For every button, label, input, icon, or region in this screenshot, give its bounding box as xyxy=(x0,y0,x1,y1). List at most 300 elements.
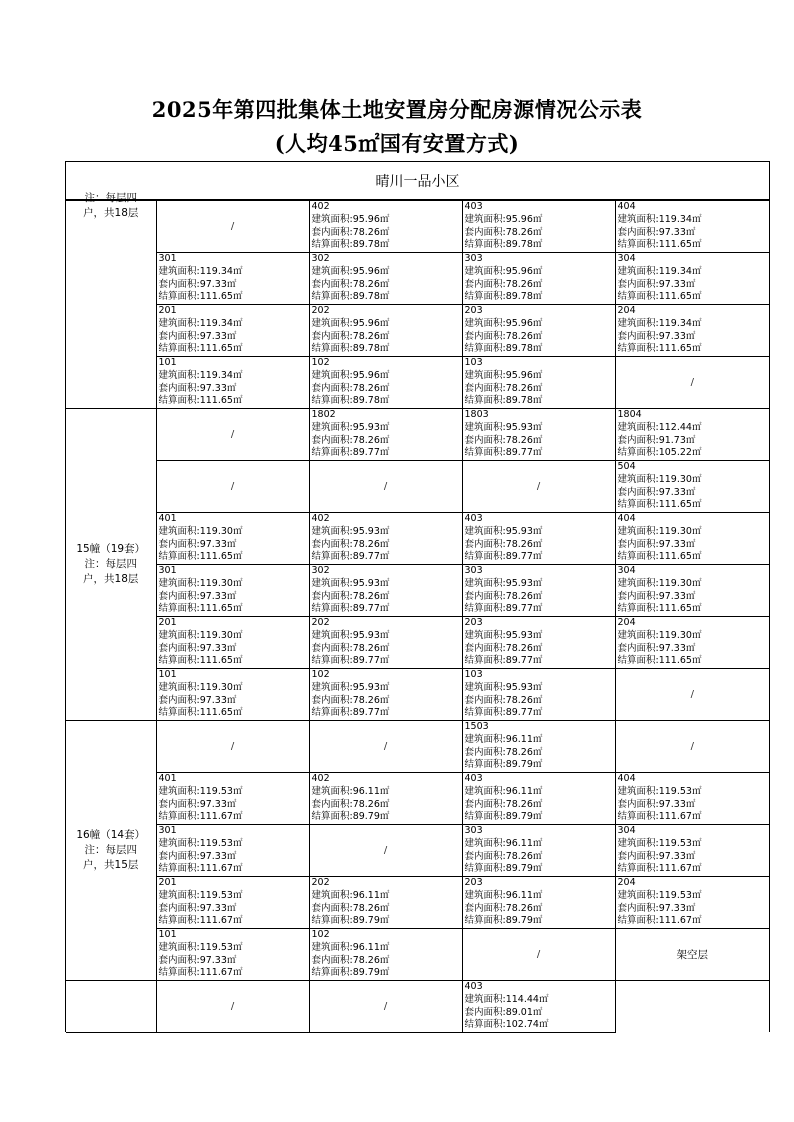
table-row xyxy=(66,721,769,773)
settlement-area: 结算面积:111.65㎡ xyxy=(617,239,702,251)
unit-number: 402 xyxy=(311,201,330,212)
inner-area: 套内面积:78.26㎡ xyxy=(311,954,390,966)
inner-area: 套内面积:97.33㎡ xyxy=(617,850,696,862)
unit-cell-empty xyxy=(462,929,615,981)
table-row xyxy=(66,513,769,565)
inner-area: 套内面积:78.26㎡ xyxy=(311,798,390,810)
inner-area: 套内面积:97.33㎡ xyxy=(617,642,696,654)
building-area: 建筑面积:95.93㎡ xyxy=(464,681,543,693)
unit-cell xyxy=(156,669,309,721)
unit-number: 401 xyxy=(158,513,177,524)
building-area: 建筑面积:119.34㎡ xyxy=(158,265,243,277)
unit-number: 202 xyxy=(311,305,330,316)
building-area: 建筑面积:119.34㎡ xyxy=(158,369,243,381)
settlement-area: 结算面积:105.22㎡ xyxy=(617,447,702,459)
unit-cell-empty xyxy=(156,721,309,773)
building-area: 建筑面积:95.96㎡ xyxy=(311,317,390,329)
building-area: 建筑面积:119.30㎡ xyxy=(617,473,702,485)
unit-number: 204 xyxy=(617,305,636,316)
building-area: 建筑面积:95.93㎡ xyxy=(464,525,543,537)
building-area: 建筑面积:119.34㎡ xyxy=(617,213,702,225)
inner-area: 套内面积:78.26㎡ xyxy=(464,642,543,654)
inner-area: 套内面积:97.33㎡ xyxy=(617,486,696,498)
unit-cell xyxy=(309,669,462,721)
slash-mark: / xyxy=(690,689,694,700)
building-area: 建筑面积:114.44㎡ xyxy=(464,993,549,1005)
settlement-area: 结算面积:111.65㎡ xyxy=(617,343,702,355)
unit-cell-empty xyxy=(309,461,462,513)
slash-mark: / xyxy=(536,481,541,492)
building-area: 建筑面积:95.93㎡ xyxy=(464,577,543,589)
slash-mark: / xyxy=(230,221,235,232)
unit-cell-empty xyxy=(309,721,462,773)
unit-number: 402 xyxy=(311,513,330,524)
settlement-area: 结算面积:111.65㎡ xyxy=(158,707,243,719)
unit-cell xyxy=(615,253,769,305)
unit-number: 204 xyxy=(617,877,636,888)
building-label xyxy=(66,409,156,721)
unit-cell xyxy=(156,877,309,929)
table-row xyxy=(66,617,769,669)
settlement-area: 结算面积:111.67㎡ xyxy=(617,811,702,823)
building-area: 建筑面积:95.93㎡ xyxy=(311,681,390,693)
settlement-area: 结算面积:111.65㎡ xyxy=(617,603,702,615)
settlement-area: 结算面积:111.65㎡ xyxy=(617,499,702,511)
unit-cell-empty xyxy=(309,981,462,1033)
unit-number: 102 xyxy=(311,357,330,368)
building-area: 建筑面积:119.53㎡ xyxy=(158,941,243,953)
unit-cell xyxy=(156,929,309,981)
settlement-area: 结算面积:111.67㎡ xyxy=(158,863,243,875)
building-area: 建筑面积:95.93㎡ xyxy=(311,525,390,537)
inner-area: 套内面积:78.26㎡ xyxy=(311,330,390,342)
settlement-area: 结算面积:89.78㎡ xyxy=(464,395,543,407)
inner-area: 套内面积:97.33㎡ xyxy=(617,798,696,810)
unit-number: 202 xyxy=(311,617,330,628)
unit-number: 203 xyxy=(464,877,483,888)
unit-cell-empty xyxy=(156,461,309,513)
inner-area: 套内面积:97.33㎡ xyxy=(158,538,237,550)
unit-cell xyxy=(309,305,462,357)
settlement-area: 结算面积:111.67㎡ xyxy=(617,863,702,875)
unit-number: 1503 xyxy=(464,721,489,732)
settlement-area: 结算面积:111.65㎡ xyxy=(158,343,243,355)
unit-cell xyxy=(462,877,615,929)
unit-cell xyxy=(462,981,615,1033)
unit-cell xyxy=(615,877,769,929)
unit-cell-stilt xyxy=(615,929,769,981)
inner-area: 套内面积:78.26㎡ xyxy=(311,434,390,446)
settlement-area: 结算面积:89.77㎡ xyxy=(464,603,543,615)
building-area: 建筑面积:96.11㎡ xyxy=(464,837,543,849)
inner-area: 套内面积:97.33㎡ xyxy=(158,590,237,602)
inner-area: 套内面积:78.26㎡ xyxy=(464,850,543,862)
unit-cell xyxy=(156,773,309,825)
slash-mark: / xyxy=(536,949,541,960)
units-table xyxy=(66,192,769,1033)
unit-number: 1803 xyxy=(464,409,489,420)
unit-number: 304 xyxy=(617,825,636,836)
unit-cell xyxy=(462,253,615,305)
settlement-area: 结算面积:111.65㎡ xyxy=(158,655,243,667)
unit-cell xyxy=(462,513,615,565)
unit-number: 301 xyxy=(158,253,177,264)
unit-cell-empty xyxy=(156,201,309,253)
unit-number: 102 xyxy=(311,669,330,680)
slash-mark: / xyxy=(383,741,388,752)
inner-area: 套内面积:78.26㎡ xyxy=(464,694,543,706)
building-area: 建筑面积:119.53㎡ xyxy=(617,889,702,901)
unit-cell xyxy=(156,253,309,305)
unit-cell xyxy=(462,721,615,773)
settlement-area: 结算面积:111.65㎡ xyxy=(617,291,702,303)
building-area: 建筑面积:119.30㎡ xyxy=(158,681,243,693)
unit-number: 304 xyxy=(617,253,636,264)
building-area: 建筑面积:95.96㎡ xyxy=(464,369,543,381)
inner-area: 套内面积:78.26㎡ xyxy=(464,798,543,810)
unit-cell xyxy=(309,513,462,565)
unit-cell xyxy=(462,565,615,617)
settlement-area: 结算面积:111.67㎡ xyxy=(617,915,702,927)
building-label xyxy=(66,981,156,1033)
slash-mark: / xyxy=(383,481,388,492)
inner-area: 套内面积:78.26㎡ xyxy=(464,330,543,342)
unit-number: 101 xyxy=(158,357,177,368)
building-area: 建筑面积:96.11㎡ xyxy=(311,785,390,797)
inner-area: 套内面积:97.33㎡ xyxy=(617,902,696,914)
settlement-area: 结算面积:89.78㎡ xyxy=(311,343,390,355)
table-row xyxy=(66,877,769,929)
settlement-area: 结算面积:111.65㎡ xyxy=(158,291,243,303)
unit-cell xyxy=(462,409,615,461)
table-row xyxy=(66,565,769,617)
table-row xyxy=(66,669,769,721)
unit-number: 201 xyxy=(158,305,177,316)
building-area: 建筑面积:112.44㎡ xyxy=(617,421,702,433)
inner-area: 套内面积:97.33㎡ xyxy=(617,226,696,238)
unit-number: 303 xyxy=(464,253,483,264)
unit-cell-empty xyxy=(309,825,462,877)
unit-cell xyxy=(615,201,769,253)
table-row xyxy=(66,773,769,825)
settlement-area: 结算面积:89.79㎡ xyxy=(464,811,543,823)
building-area: 建筑面积:119.53㎡ xyxy=(158,837,243,849)
inner-area: 套内面积:78.26㎡ xyxy=(464,434,543,446)
unit-number: 403 xyxy=(464,201,483,212)
unit-cell-empty xyxy=(156,409,309,461)
unit-number: 301 xyxy=(158,565,177,576)
building-label-line: 户，共15层 xyxy=(83,859,139,871)
unit-cell-empty xyxy=(462,461,615,513)
building-area: 建筑面积:96.11㎡ xyxy=(464,785,543,797)
inner-area: 套内面积:97.33㎡ xyxy=(158,642,237,654)
unit-number: 403 xyxy=(464,773,483,784)
building-area: 建筑面积:119.34㎡ xyxy=(617,265,702,277)
inner-area: 套内面积:78.26㎡ xyxy=(311,642,390,654)
unit-cell xyxy=(615,305,769,357)
inner-area: 套内面积:89.01㎡ xyxy=(464,1006,543,1018)
building-area: 建筑面积:119.53㎡ xyxy=(617,785,702,797)
unit-number: 303 xyxy=(464,825,483,836)
building-area: 建筑面积:119.30㎡ xyxy=(617,629,702,641)
unit-cell xyxy=(615,565,769,617)
building-area: 建筑面积:95.96㎡ xyxy=(311,265,390,277)
inner-area: 套内面积:97.33㎡ xyxy=(158,850,237,862)
settlement-area: 结算面积:89.78㎡ xyxy=(311,239,390,251)
building-area: 建筑面积:119.53㎡ xyxy=(158,785,243,797)
building-label-line: 户，共18层 xyxy=(83,207,139,219)
unit-cell xyxy=(156,513,309,565)
inner-area: 套内面积:97.33㎡ xyxy=(617,538,696,550)
building-area: 建筑面积:96.11㎡ xyxy=(311,941,390,953)
table-row xyxy=(66,357,769,409)
settlement-area: 结算面积:89.77㎡ xyxy=(464,447,543,459)
unit-number: 202 xyxy=(311,877,330,888)
unit-cell xyxy=(615,773,769,825)
building-area: 建筑面积:96.11㎡ xyxy=(311,889,390,901)
building-area: 建筑面积:95.93㎡ xyxy=(464,421,543,433)
slash-mark: / xyxy=(383,1001,388,1012)
inner-area: 套内面积:91.73㎡ xyxy=(617,434,696,446)
unit-number: 303 xyxy=(464,565,483,576)
unit-cell xyxy=(309,565,462,617)
inner-area: 套内面积:78.26㎡ xyxy=(464,278,543,290)
inner-area: 套内面积:78.26㎡ xyxy=(311,694,390,706)
settlement-area: 结算面积:102.74㎡ xyxy=(464,1019,549,1031)
unit-cell xyxy=(309,773,462,825)
community-name: 晴川一品小区 xyxy=(66,162,769,200)
unit-number: 504 xyxy=(617,461,636,472)
unit-number: 403 xyxy=(464,513,483,524)
settlement-area: 结算面积:89.79㎡ xyxy=(464,915,543,927)
page-subtitle: (人均45㎡国有安置方式) xyxy=(274,131,520,156)
unit-number: 301 xyxy=(158,825,177,836)
building-area: 建筑面积:95.93㎡ xyxy=(311,629,390,641)
inner-area: 套内面积:78.26㎡ xyxy=(311,226,390,238)
slash-mark: / xyxy=(230,429,235,440)
unit-cell xyxy=(462,617,615,669)
settlement-area: 结算面积:89.78㎡ xyxy=(311,395,390,407)
table-row xyxy=(66,981,769,1033)
unit-cell xyxy=(309,877,462,929)
settlement-area: 结算面积:111.67㎡ xyxy=(158,915,243,927)
inner-area: 套内面积:97.33㎡ xyxy=(158,278,237,290)
settlement-area: 结算面积:89.79㎡ xyxy=(311,811,390,823)
unit-cell xyxy=(615,461,769,513)
unit-cell xyxy=(615,825,769,877)
unit-cell xyxy=(462,305,615,357)
inner-area: 套内面积:78.26㎡ xyxy=(464,590,543,602)
building-label xyxy=(66,721,156,981)
unit-cell xyxy=(615,617,769,669)
table-row xyxy=(66,253,769,305)
inner-area: 套内面积:97.33㎡ xyxy=(158,902,237,914)
unit-cell xyxy=(462,201,615,253)
stilt-floor-label: 架空层 xyxy=(676,949,708,961)
unit-number: 103 xyxy=(464,669,483,680)
settlement-area: 结算面积:89.78㎡ xyxy=(464,239,543,251)
unit-cell xyxy=(615,409,769,461)
unit-cell-empty xyxy=(156,981,309,1033)
unit-number: 404 xyxy=(617,513,636,524)
building-area: 建筑面积:119.30㎡ xyxy=(158,629,243,641)
building-area: 建筑面积:96.11㎡ xyxy=(464,889,543,901)
settlement-area: 结算面积:89.79㎡ xyxy=(311,915,390,927)
unit-cell xyxy=(156,825,309,877)
unit-number: 404 xyxy=(617,201,636,212)
inner-area: 套内面积:78.26㎡ xyxy=(311,382,390,394)
unit-cell-empty xyxy=(615,669,769,721)
inner-area: 套内面积:97.33㎡ xyxy=(617,330,696,342)
unit-number: 302 xyxy=(311,565,330,576)
building-area: 建筑面积:95.96㎡ xyxy=(464,213,543,225)
unit-cell xyxy=(309,617,462,669)
settlement-area: 结算面积:89.78㎡ xyxy=(464,291,543,303)
slash-mark: / xyxy=(383,845,388,856)
building-area: 建筑面积:119.30㎡ xyxy=(617,577,702,589)
unit-cell-blank xyxy=(615,981,769,1033)
building-area: 建筑面积:119.34㎡ xyxy=(617,317,702,329)
settlement-area: 结算面积:89.78㎡ xyxy=(464,343,543,355)
unit-cell xyxy=(156,305,309,357)
building-area: 建筑面积:119.53㎡ xyxy=(158,889,243,901)
inner-area: 套内面积:78.26㎡ xyxy=(464,226,543,238)
unit-number: 403 xyxy=(464,981,483,992)
slash-mark: / xyxy=(230,481,235,492)
inner-area: 套内面积:97.33㎡ xyxy=(158,798,237,810)
building-label xyxy=(66,192,156,409)
building-area: 建筑面积:95.93㎡ xyxy=(311,577,390,589)
inner-area: 套内面积:78.26㎡ xyxy=(311,590,390,602)
unit-cell xyxy=(156,565,309,617)
unit-number: 1804 xyxy=(617,409,642,420)
housing-table xyxy=(65,161,770,1032)
building-label-line: 户，共18层 xyxy=(83,573,139,585)
unit-cell xyxy=(462,825,615,877)
inner-area: 套内面积:78.26㎡ xyxy=(311,278,390,290)
building-area: 建筑面积:119.30㎡ xyxy=(158,577,243,589)
settlement-area: 结算面积:89.77㎡ xyxy=(311,551,390,563)
settlement-area: 结算面积:111.65㎡ xyxy=(158,395,243,407)
page-title: 2025年第四批集体土地安置房分配房源情况公示表 xyxy=(151,97,643,122)
unit-number: 201 xyxy=(158,877,177,888)
unit-cell-empty xyxy=(615,357,769,409)
unit-number: 1802 xyxy=(311,409,336,420)
building-label-line: 16幢（14套） xyxy=(76,829,146,841)
unit-number: 102 xyxy=(311,929,330,940)
unit-number: 404 xyxy=(617,773,636,784)
settlement-area: 结算面积:89.79㎡ xyxy=(311,967,390,979)
building-area: 建筑面积:119.53㎡ xyxy=(617,837,702,849)
building-label-line: 15幢（19套） xyxy=(76,543,146,555)
unit-cell xyxy=(309,201,462,253)
table-row xyxy=(66,461,769,513)
slash-mark: / xyxy=(230,1001,235,1012)
unit-cell xyxy=(462,773,615,825)
table-row xyxy=(66,825,769,877)
unit-number: 402 xyxy=(311,773,330,784)
settlement-area: 结算面积:89.79㎡ xyxy=(464,863,543,875)
building-area: 建筑面积:95.93㎡ xyxy=(464,629,543,641)
unit-number: 203 xyxy=(464,305,483,316)
settlement-area: 结算面积:89.77㎡ xyxy=(311,655,390,667)
unit-number: 304 xyxy=(617,565,636,576)
unit-number: 203 xyxy=(464,617,483,628)
table-row xyxy=(66,929,769,981)
settlement-area: 结算面积:89.77㎡ xyxy=(464,707,543,719)
inner-area: 套内面积:97.33㎡ xyxy=(158,382,237,394)
settlement-area: 结算面积:89.79㎡ xyxy=(464,759,543,771)
settlement-area: 结算面积:111.65㎡ xyxy=(617,551,702,563)
table-row xyxy=(66,409,769,461)
unit-number: 103 xyxy=(464,357,483,368)
unit-cell xyxy=(462,357,615,409)
unit-cell xyxy=(309,409,462,461)
inner-area: 套内面积:78.26㎡ xyxy=(464,382,543,394)
building-area: 建筑面积:119.30㎡ xyxy=(617,525,702,537)
slash-mark: / xyxy=(690,377,694,388)
unit-cell xyxy=(615,513,769,565)
building-area: 建筑面积:95.93㎡ xyxy=(311,421,390,433)
settlement-area: 结算面积:89.77㎡ xyxy=(464,655,543,667)
settlement-area: 结算面积:111.67㎡ xyxy=(158,811,243,823)
unit-cell xyxy=(309,253,462,305)
unit-number: 201 xyxy=(158,617,177,628)
inner-area: 套内面积:97.33㎡ xyxy=(617,590,696,602)
inner-area: 套内面积:78.26㎡ xyxy=(311,538,390,550)
settlement-area: 结算面积:89.77㎡ xyxy=(311,447,390,459)
unit-number: 302 xyxy=(311,253,330,264)
unit-number: 101 xyxy=(158,929,177,940)
unit-number: 204 xyxy=(617,617,636,628)
inner-area: 套内面积:78.26㎡ xyxy=(464,902,543,914)
settlement-area: 结算面积:89.77㎡ xyxy=(311,707,390,719)
building-area: 建筑面积:119.30㎡ xyxy=(158,525,243,537)
settlement-area: 结算面积:111.65㎡ xyxy=(158,603,243,615)
inner-area: 套内面积:97.33㎡ xyxy=(158,330,237,342)
building-area: 建筑面积:96.11㎡ xyxy=(464,733,543,745)
unit-cell xyxy=(462,669,615,721)
building-label-line: 注：每层四 xyxy=(84,558,137,570)
building-label-line: 注：每层四 xyxy=(84,192,137,204)
building-area: 建筑面积:95.96㎡ xyxy=(311,213,390,225)
settlement-area: 结算面积:111.65㎡ xyxy=(158,551,243,563)
inner-area: 套内面积:97.33㎡ xyxy=(158,954,237,966)
building-area: 建筑面积:95.96㎡ xyxy=(311,369,390,381)
inner-area: 套内面积:97.33㎡ xyxy=(158,694,237,706)
building-label-line: 注：每层四 xyxy=(84,844,137,856)
inner-area: 套内面积:97.33㎡ xyxy=(617,278,696,290)
settlement-area: 结算面积:89.78㎡ xyxy=(311,291,390,303)
unit-cell xyxy=(309,929,462,981)
settlement-area: 结算面积:111.67㎡ xyxy=(158,967,243,979)
table-row xyxy=(66,305,769,357)
inner-area: 套内面积:78.26㎡ xyxy=(311,902,390,914)
unit-cell xyxy=(156,357,309,409)
building-area: 建筑面积:95.96㎡ xyxy=(464,317,543,329)
settlement-area: 结算面积:111.65㎡ xyxy=(617,655,702,667)
settlement-area: 结算面积:89.77㎡ xyxy=(464,551,543,563)
table-row xyxy=(66,201,769,253)
inner-area: 套内面积:78.26㎡ xyxy=(464,746,543,758)
settlement-area: 结算面积:89.77㎡ xyxy=(311,603,390,615)
unit-number: 101 xyxy=(158,669,177,680)
building-area: 建筑面积:119.34㎡ xyxy=(158,317,243,329)
slash-mark: / xyxy=(690,741,694,752)
unit-cell xyxy=(309,357,462,409)
building-area: 建筑面积:95.96㎡ xyxy=(464,265,543,277)
unit-number: 401 xyxy=(158,773,177,784)
